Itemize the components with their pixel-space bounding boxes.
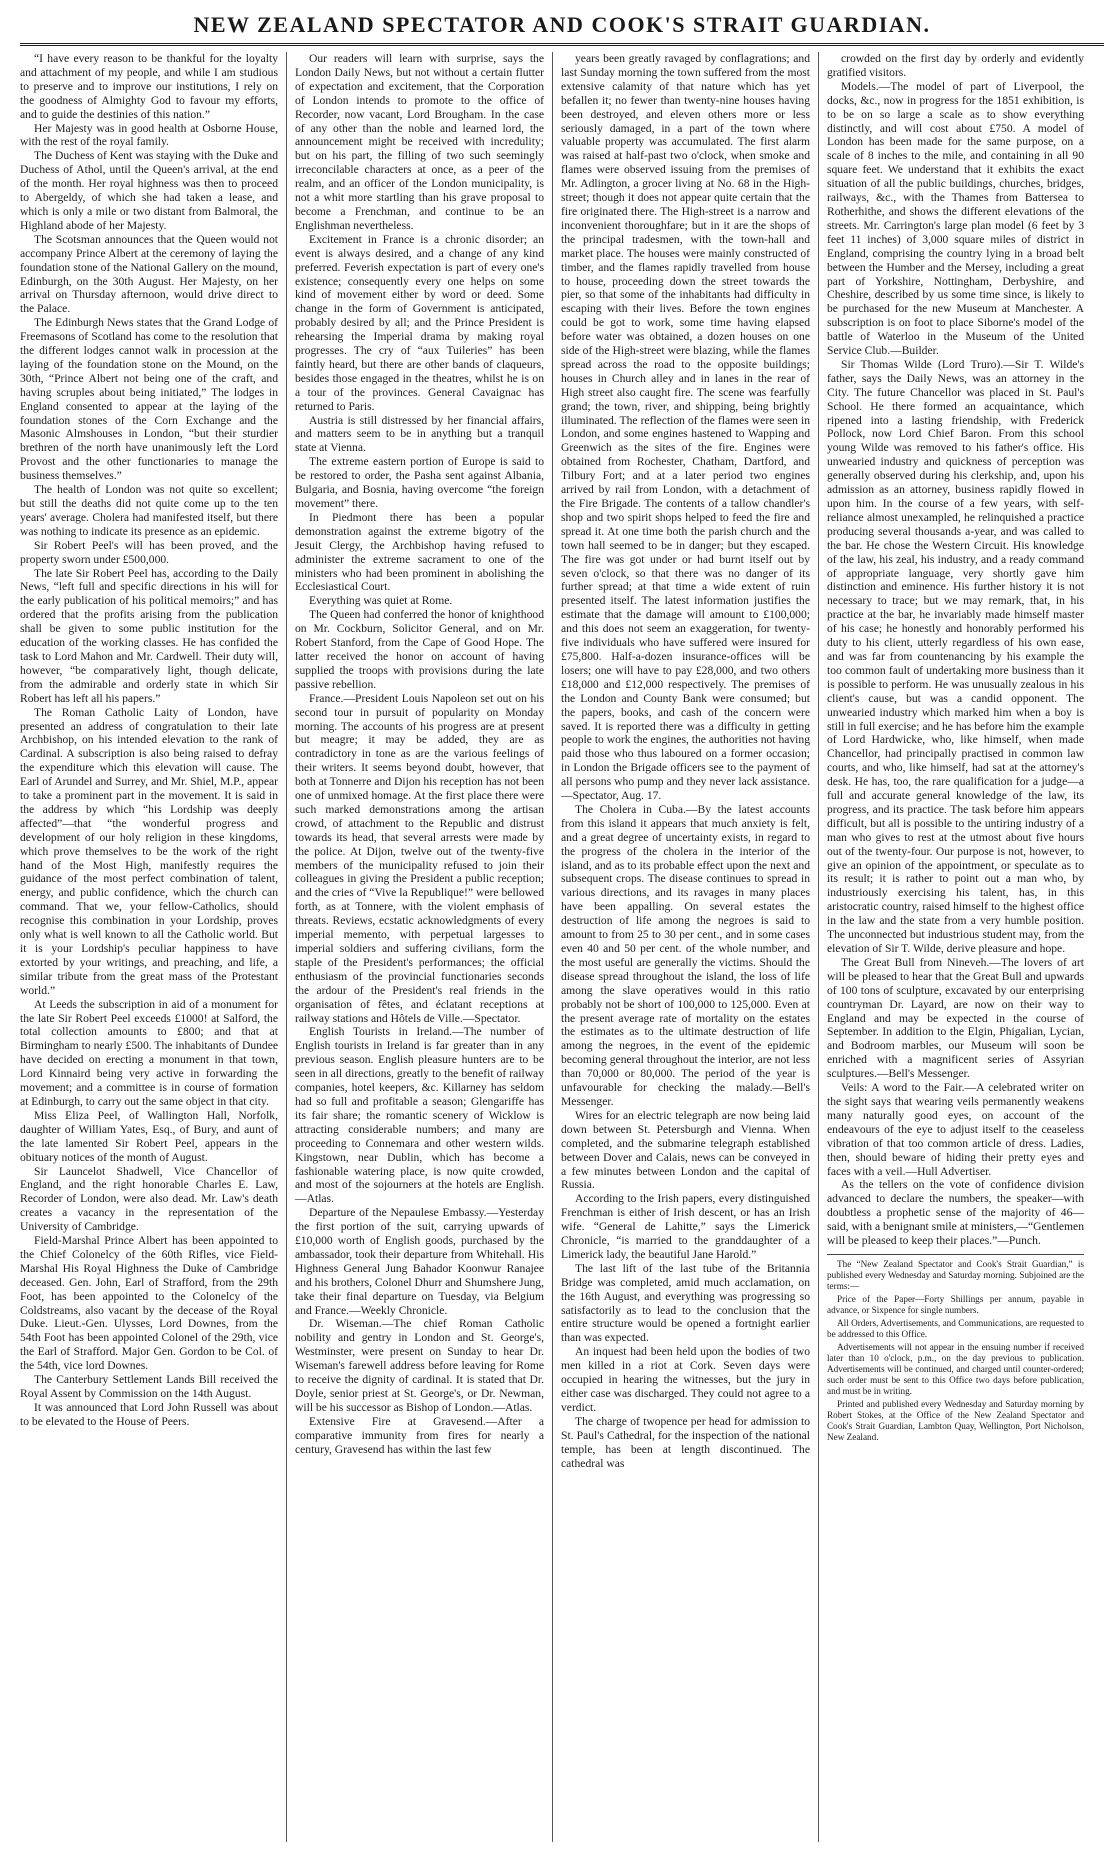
column-4 — [818, 52, 1084, 1842]
article-paragraph: At Leeds the subscription in aid of a monument for the late Sir Robert Peel exceeds £1000! at Salford, the total collection amounts to £800; and that at Birmingham to nearly £500. The inhabitants of Dundee have decided on erecting a monument in that town, Lord Kinnaird being very active in forwarding the movement; and a committee is in course of formation at Edinburgh, to carry out the same object in that city. — [20, 997, 278, 1108]
article-paragraph: The charge of twopence per head for admission to St. Paul's Cathedral, for the inspection of the national temple, has been at length discontinued. The cathedral was — [561, 1414, 810, 1470]
column-3 — [552, 52, 818, 1842]
article-paragraph: Veils: A word to the Fair.—A celebrated writer on the sight says that wearing veils permanently weakens many naturally good eyes, on account of the endeavours of the eye to adjust itself to the ceaseless vibration of that too common article of dress. Ladies, then, should beware of hiding their pretty eyes and faces with a veil.—Hull Advertiser. — [827, 1081, 1084, 1178]
article-paragraph: The Roman Catholic Laity of London, have presented an address of congratulation to their late Archbishop, on his intended elevation to the rank of Cardinal. A subscription is also being raised to defray the expenditure which this elevation will cause. The Earl of Arundel and Surrey, and Mr. Shiel, M.P., appear to take a prominent part in the movement. It is said in the address by which “his Lordship was deeply affected”—that “the wonderful progress and development of our holy religion in these kingdoms, which prove themselves to be the work of the right hand of the Most High, manifestly requires the guidance of the most perfect combination of talent, energy, and public confidence, which the church can command. That we, your fellow-Catholics, should recognise this combination in your Lordship, proves only what is well known to all the Catholic world. But it is your Lordship's peculiar happiness to have extorted by your writings, and preaching, and life, a similar tribute from the great mass of the Protestant world.” — [20, 705, 278, 997]
article-paragraph: Everything was quiet at Rome. — [309, 594, 453, 608]
article-paragraph: France.—President Louis Napoleon set out on his second tour in pursuit of popularity on Monday morning. The accounts of his progress are at present but meagre; it may be added, they are as contradictory in tone as are the various feelings of their writers. It seems beyond doubt, however, that both at Tonnerre and Dijon his reception has not been one of unmixed homage. At the first place there were such marked demonstrations among the artisan crowd, of attachment to the Republic and distrust towards its head, that several arrests were made by the police. At Dijon, twelve out of the twenty-five members of the municipality refused to join their colleagues in giving the President a public reception; and the cries of “Vive la Republique!” were bellowed forth, as at Tonnere, with the violent emphasis of threats. Reviews, ecstatic acknowledgments of every imperial memento, with perpetual largesses to imperial soldiers and suffering civilians, form the staple of the President's performances; the official enthusiasm of the provincial functionaries seconds the ardour of the President's real friends in the organisation of fêtes, and éclatant receptions at railway stations and Hôtels de Ville.—Spectator. — [295, 691, 544, 1025]
notice-line: All Orders, Advertisements, and Communications, are requested to be addressed to this Office. — [827, 1317, 1084, 1339]
article-paragraph: The Edinburgh News states that the Grand Lodge of Freemasons of Scotland has come to the resolution that the different lodges cannot walk in procession at the laying of the foundation stone on the Mound, on the 30th, “Prince Albert not being one of the craft, and having scruples about being initiated,” The lodges in England consented to appear at the laying of the foundation stones of the Corn Exchange and the Masonic Almshouses in London, “but their sturdier brethren of the north have unanimously left the Lord Provost and the other functionaries to manage the business themselves.” — [20, 316, 278, 483]
article-paragraph: According to the Irish papers, every distinguished Frenchman is either of Irish descent, or has an Irish wife. “General de Lahitte,” says the Limerick Chronicle, “is married to the granddaughter of a Limerick lady, the beautiful Jane Harold.” — [561, 1192, 810, 1261]
article-paragraph: It was announced that Lord John Russell was about to be elevated to the House of Peers. — [20, 1400, 278, 1428]
article-paragraph: years been greatly ravaged by conflagrations; and last Sunday morning the town suffered from the most extensive calamity of that nature which has yet befallen it; no fewer than twenty-nine houses having been destroyed, and eleven others more or less seriously damaged, in a part of the town where valuable property was accumulated. The first alarm was raised at half-past two o'clock, when smoke and flames were observed issuing from the premises of Mr. Adlington, a grocer living at No. 68 in the High-street; though it does not appear quite certain that the fire originated there. The High-street is a narrow and inconvenient thoroughfare; but in it are the shops of the principal tradesmen, with the town-hall and market place. The houses were mainly constructed of timber, and the flames rapidly travelled from house to house, proceeding down the street towards the pier, so that some of the inhabitants had difficulty in escaping with their lives. Before the town engines could be got to work, some time having elapsed before water was obtained, a dozen houses on one side of the High-street were blazing, while the flames spread across the road to the opposite buildings; houses in Church alley and in lanes in the rear of High street also caught fire. The scene was fearfully grand; the town, river, and shipping, being brightly illuminated. The reflection of the flames were seen in London, and some engines hastened to Wapping and Greenwich as the sites of the fire. Engines were obtained from Rochester, Chatham, Dartford, and Tilbury Fort; and at a later period two engines arrived by rail from London, with a detachment of the Fire Brigade. The contents of a tallow chandler's shop and two spirit shops helped to feed the fire and spread it. At one time both the parish church and the town hall seemed to be in danger; but they escaped. The fire was got under or had burnt itself out by seven o'clock, so that there was no danger of its further spread; at that time a wide extent of ruin presented itself. The latest information justifies the estimate that the damage will amount to £100,000; and this does not seem an exaggeration, for twenty-five individuals who have suffered were insured for £75,800. Half-a-dozen insurance-offices will be losers; one will have to pay £28,000, and two others £18,000 and £12,000 respectively. The premises of the London and County Bank were consumed; but the papers, books, and cash of the concern were saved. It is reported there was a difficulty in getting people to work the engines, the authorities not having paid those who thus laboured on a former occasion; in London the Brigade officers see to the payment of all persons who pump and they never lack assistance.—Spectator, Aug. 17. — [561, 52, 810, 803]
article-paragraph: Her Majesty was in good health at Osborne House, with the rest of the royal family. — [20, 121, 278, 149]
article-paragraph: Extensive Fire at Gravesend.—After a comparative immunity from fires for nearly a century, Gravesend has within the last few — [295, 1414, 544, 1456]
column-2 — [286, 52, 552, 1842]
article-paragraph: Sir Robert Peel's will has been proved, and the property sworn under £500,000. — [20, 538, 278, 566]
masthead-title: NEW ZEALAND SPECTATOR AND COOK'S STRAIT GUARDIAN. — [193, 12, 931, 37]
article-paragraph: crowded on the first day by orderly and evidently gratified visitors. — [827, 52, 1084, 79]
article-paragraph: Miss Eliza Peel, of Wallington Hall, Norfolk, daughter of William Yates, Esq., of Bury, and aunt of the late lamented Sir Robert Peel, appears in the obituary notices of the month of August. — [20, 1108, 278, 1164]
article-paragraph: “I have every reason to be thankful for the loyalty and attachment of my people, and while I am studious to preserve and to improve our institutions, I rely on the goodness of Almighty God to favour my efforts, and to guide the destinies of this nation.” — [20, 52, 278, 121]
article-paragraph: English Tourists in Ireland.—The number of English tourists in Ireland is far greater than in any previous season. English pleasure hunters are to be seen in all directions, greatly to the benefit of railway companies, hotel keepers, &c. Killarney has seldom had so full and profitable a season; Glengariffe has its fair share; the romantic scenery of Wicklow is attracting considerable numbers; and many are proceeding to Connemara and other western wilds. Kingstown, near Dublin, which has become a fashionable watering place, is now quite crowded, and most of the sojourners at the hotels are English.—Atlas. — [295, 1025, 544, 1206]
masthead-rule — [20, 43, 1104, 46]
article-paragraph: The Great Bull from Nineveh.—The lovers of art will be pleased to hear that the Great Bull and upwards of 100 tons of sculpture, excavated by our enterprising countryman Dr. Layard, are now on their way to England and may be expected in the course of September. In addition to the Elgin, Phigalian, Lycian, and Bodroom marbles, our Museum will soon be enriched with a magnificent series of Assyrian sculptures.—Bell's Messenger. — [827, 955, 1084, 1081]
article-paragraph: The extreme eastern portion of Europe is said to be restored to order, the Pasha sent against Albania, Bulgaria, and Bosnia, having overcome “the foreign movement” there. — [295, 455, 544, 510]
article-columns — [20, 52, 1104, 1842]
article-paragraph: Our readers will learn with surprise, says the London Daily News, but not without a certain flutter of expectation and excitement, that the Corporation of London intends to promote to the office of Recorder, now vacant, Lord Brougham. In the case of any other than the noble and learned lord, the announcement might be received with incredulity; but on his part, the filling of two such seemingly irreconcilable characters at once, as a peer of the realm, and an officer of the London municipality, is not a whit more startling than his grave proposal to become a Frenchman, and continue to be an Englishman nevertheless. — [295, 52, 544, 232]
notice-line: Advertisements will not appear in the ensuing number if received later than 10 o'clock, p.m., on the day previous to publication. Advertisements will be continued, and charged until counter-ordered; such order must be sent to this Office two days before publication, and must be in writing. — [827, 1341, 1084, 1396]
article-paragraph: The Duchess of Kent was staying with the Duke and Duchess of Athol, until the Queen's arrival, at the end of the month. Her royal highness was then to proceed to Abergeldy, of which she had taken a lease, and which is only a mile or two distant from Balmoral, the Highland abode of her Majesty. — [20, 149, 278, 232]
column-1 — [20, 52, 286, 1842]
article-paragraph: The Queen had conferred the honor of knighthood on Mr. Cockburn, Solicitor General, and on Mr. Robert Stanford, from the Cape of Good Hope. The latter received the honor on account of having supplied the troops with provisions during the late passive rebellion. — [295, 608, 544, 691]
article-paragraph: Models.—The model of part of Liverpool, the docks, &c., now in progress for the 1851 exhibition, is to be on so large a scale as to show everything distinctly, and will cost about £750. A model of London has been made for the same purpose, on a scale of 8 inches to the mile, and containing in all 90 square feet. We understand that it exhibits the exact situation of all the public buildings, churches, bridges, railways, &c., with the Thames from Battersea to Rotherhithe, and shows the different elevations of the streets. Mr. Carrington's large plan model (6 feet by 3 feet 11 inches) of 3,000 square miles of district in England, comprising the country lying in a broad belt between the Humber and the Mersey, including a great part of Yorkshire, Nottingham, Derbyshire, and Cheshire, described by us some time since, is likely to be purchased for the new Museum at Manchester. A subscription is on foot to place Siborne's model of the battle of Waterloo in the Museum of the United Service Club.—Builder. — [827, 79, 1084, 358]
publication-notice — [827, 1254, 1084, 1443]
article-paragraph: The late Sir Robert Peel has, according to the Daily News, “left full and specific directions in his will for the early publication of his political memoirs;” and has ordered that the profits arising from the publication shall be given to some public institution for the education of the working classes. He has confided the task to Lord Mahon and Mr. Cardwell. Their duty will, however, “be comparatively light, though delicate, from the admirable and orderly state in which Sir Robert has left all his papers.” — [20, 566, 278, 705]
article-paragraph: Field-Marshal Prince Albert has been appointed to the Chief Colonelcy of the 60th Rifles, vice Field-Marshal His Royal Highness the Duke of Cambridge deceased. Gen. John, Earl of Strafford, from the 29th Foot, has been appointed to the Colonelcy of the Coldstreams, also vacant by the decease of the Royal Duke. Lieut.-Gen. Ulysses, Lord Downes, from the 54th Foot has been appointed Colonel of the 29th, vice the Earl of Strafford. Major Gen. Gordon to be Col. of the 54th, vice lord Downes. — [20, 1234, 278, 1373]
article-paragraph: Dr. Wiseman.—The chief Roman Catholic nobility and gentry in London and St. George's, Westminster, were present on Sunday to hear Dr. Wiseman's farewell address before leaving for Rome to receive the dignity of cardinal. It is stated that Dr. Doyle, senior priest at St. George's, or Dr. Newman, will be his successor as Bishop of London.—Atlas. — [295, 1317, 544, 1414]
article-paragraph: The last lift of the last tube of the Britannia Bridge was completed, amid much acclamation, on the 16th August, and everything was progressing so satisfactorily as to lead to the conclusion that the entire structure would be opened a fortnight earlier than was expected. — [561, 1261, 810, 1345]
article-paragraph: The Scotsman announces that the Queen would not accompany Prince Albert at the ceremony of laying the foundation stone of the National Gallery on the mound, Edinburgh, on the 30th August. Her Majesty, on her arrival on Thursday afternoon, would drive direct to the Palace. — [20, 232, 278, 316]
notice-line: Printed and published every Wednesday and Saturday morning by Robert Stokes, at the Office of the New Zealand Spectator and Cook's Strait Guardian, Lambton Quay, Wellington, Port Nicholson, New Zealand. — [827, 1398, 1084, 1442]
notice-line: Price of the Paper—Forty Shillings per annum, payable in advance, or Sixpence for single numbers. — [827, 1293, 1084, 1315]
article-paragraph: Departure of the Nepaulese Embassy.—Yesterday the first portion of the suit, carrying upwards of £10,000 worth of English goods, purchased by the ambassador, took their departure from Whitehall. His Highness General Jung Bahador Koonwur Ranajee and his brothers, Colonel Dhurr and Shumshere Jung, take their final departure on Tuesday, via Belgium and France.—Weekly Chronicle. — [295, 1206, 544, 1317]
article-paragraph: Austria is still distressed by her financial affairs, and matters seem to be in anything but a tranquil state at Vienna. — [295, 413, 544, 455]
article-paragraph: Sir Launcelot Shadwell, Vice Chancellor of England, and the right honorable Charles E. Law, Recorder of London, were also dead. Mr. Law's death creates a vacancy in the representation of the University of Cambridge. — [20, 1164, 278, 1234]
article-paragraph: In Piedmont there has been a popular demonstration against the extreme bigotry of the Jesuit Clergy, the Archbishop having refused to administer the extreme sacrament to one of the ministers who had been prominent in abolishing the Ecclesiastical Court. — [295, 510, 544, 594]
article-paragraph: The health of London was not quite so excellent; but still the deaths did not quite come up to the ten years' average. Cholera had manifested itself, but there was nothing to indicate its presence as an epidemic. — [20, 483, 278, 538]
article-paragraph: The Cholera in Cuba.—By the latest accounts from this island it appears that much anxiety is felt, and a great degree of uncertainty exists, in regard to the progress of the cholera in the interior of the island, and as to its probable effect upon the next and subsequent crops. The disease continues to spread in various directions, and its ravages in many places have been appalling. On several estates the destruction of life among the negroes is said to amount to from 25 to 30 per cent., and in some cases even 40 and 50 per cent. of the whole number, and the most useful are generally the victims. Should the disease spread throughout the island, the loss of life among the slave operatives would in this ratio probably not be short of 100,000 to 125,000. Even at the present average rate of mortality on the estates the estimates as to the ultimate destruction of life among the negroes, in the event of the epidemic becoming general throughout the interior, are not less than 70,000 or 80,000. The period of the year is unfavourable for checking the malady.—Bell's Messenger. — [561, 802, 810, 1108]
article-paragraph: Sir Thomas Wilde (Lord Truro).—Sir T. Wilde's father, says the Daily News, was an attorney in the City. The future Chancellor was placed in St. Paul's School. He there formed an acquaintance, which ripened into a lasting friendship, with Frederick Pollock, now Lord Chief Baron. From this school young Wilde was removed to his father's office. His unwearied industry and quickness of perception was generally observed during his clerkship, and, upon his admission as an attorney, business rapidly flowed in upon him. In the course of a few years, with self-reliance almost unexampled, he relinquished a practice producing several thousands a-year, and was called to the bar. He chose the Western Circuit. His knowledge of the law, his zeal, his industry, and a ready command of appropriate language, very shortly gave him distinction and eminence. His further history it is not necessary to trace; but we may remark, that, in his practice at the bar, he invariably made himself master of his case; he honestly and honorably performed his duty to his client, utterly regardless of his own ease, and was far from countenancing by his example the too common fault of undertaking more business than it is possible to perform. He was unusually zealous in his client's cause, but was a candid opponent. The unwearied industry which marked him when a boy is still in full exercise; and he has before him the example of Lord Hardwicke, who, like himself, when made Chancellor, had principally practised in common law courts, and who, like himself, had sat at the attorney's desk. He has, too, the rare qualification for a judge—a full and accurate general knowledge of the law, its progress, and its practice. The task before him appears difficult, but all is possible to the untiring industry of a man who gives to rest at the utmost about five hours out of the twenty-four. Our purpose is not, however, to give an opinion of the appointment, or speculate as to its result; it is rather to point out a man who, by industriously exercising his talent, has, in this aristocratic country, raised himself to the highest office in the law and the state from a very humble position. The unconnected but industrious student may, from the elevation of Sir T. Wilde, derive pleasure and hope. — [827, 357, 1084, 955]
article-paragraph: Excitement in France is a chronic disorder; an event is always desired, and a change of any kind preferred. Feverish expectation is part of every one's existence; consequently every one helps on some kind of movement either by word or deed. Some change in the form of Government is anticipated, probably desired by all; and the Prince President is rehearsing the Imperial drama by making royal progresses. The cry of “aux Tuileries” has been faintly heard, but there are other bands of claqueurs, besides those engaged in the theatres, whilst he is on a tour of the provinces. General Cavaignac has returned to Paris. — [295, 232, 544, 413]
article-paragraph: Wires for an electric telegraph are now being laid down between St. Petersburgh and Vienna. When completed, and the submarine telegraph established between Dover and Calais, news can be conveyed in a few minutes between London and the capital of Russia. — [561, 1108, 810, 1192]
article-paragraph: An inquest had been held upon the bodies of two men killed in a riot at Cork. Seven days were occupied in hearing the witnesses, but the jury in either case was discharged. They could not agree to a verdict. — [561, 1345, 810, 1414]
notice-line: The “New Zealand Spectator and Cook's Strait Guardian,” is published every Wednesday and Saturday morning. Subjoined are the terms:— — [827, 1258, 1084, 1291]
article-paragraph: As the tellers on the vote of confidence division advanced to declare the numbers, the speaker—with doubtless a prophetic sense of the majority of 46—said, with a benignant smile at ministers,—“Gentlemen will be pleased to keep their places.”—Punch. — [827, 1178, 1084, 1248]
article-paragraph: The Canterbury Settlement Lands Bill received the Royal Assent by Commission on the 14th August. — [20, 1373, 278, 1400]
